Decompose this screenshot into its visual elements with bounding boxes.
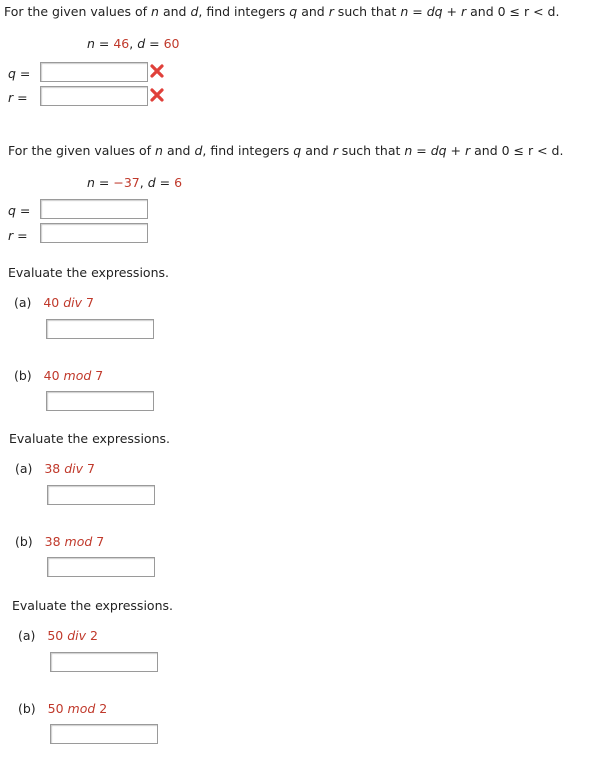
answer-input[interactable]: [46, 319, 154, 339]
part-b: (b) 38 mod 7: [15, 534, 105, 549]
wrong-x-icon: [150, 64, 164, 78]
part-b: (b) 40 mod 7: [14, 368, 104, 383]
eval-heading: Evaluate the expressions.: [12, 598, 173, 613]
part-a: (a) 40 div 7: [14, 295, 94, 310]
q-input[interactable]: [40, 62, 148, 82]
eval-heading: Evaluate the expressions.: [8, 265, 169, 280]
problem1-prompt: For the given values of n and d, find integers q and r such that n = dq + r and 0 ≤ r < d.: [4, 4, 560, 19]
wrong-x-icon: [150, 88, 164, 102]
answer-input[interactable]: [47, 557, 155, 577]
q-label: q =: [8, 66, 31, 81]
answer-input[interactable]: [46, 391, 154, 411]
part-a: (a) 50 div 2: [18, 628, 98, 643]
answer-input[interactable]: [47, 485, 155, 505]
answer-input[interactable]: [50, 724, 158, 744]
r-input[interactable]: [40, 86, 148, 106]
r-label: r =: [8, 90, 28, 105]
q-label: q =: [8, 203, 31, 218]
q-input[interactable]: [40, 199, 148, 219]
part-a: (a) 38 div 7: [15, 461, 95, 476]
problem2-given: n = −37, d = 6: [87, 175, 183, 190]
answer-input[interactable]: [50, 652, 158, 672]
problem2-prompt: For the given values of n and d, find integers q and r such that n = dq + r and 0 ≤ r < d.: [8, 143, 564, 158]
part-b: (b) 50 mod 2: [18, 701, 108, 716]
eval-heading: Evaluate the expressions.: [9, 431, 170, 446]
problem1-given: n = 46, d = 60: [87, 36, 180, 51]
r-label: r =: [8, 228, 28, 243]
r-input[interactable]: [40, 223, 148, 243]
